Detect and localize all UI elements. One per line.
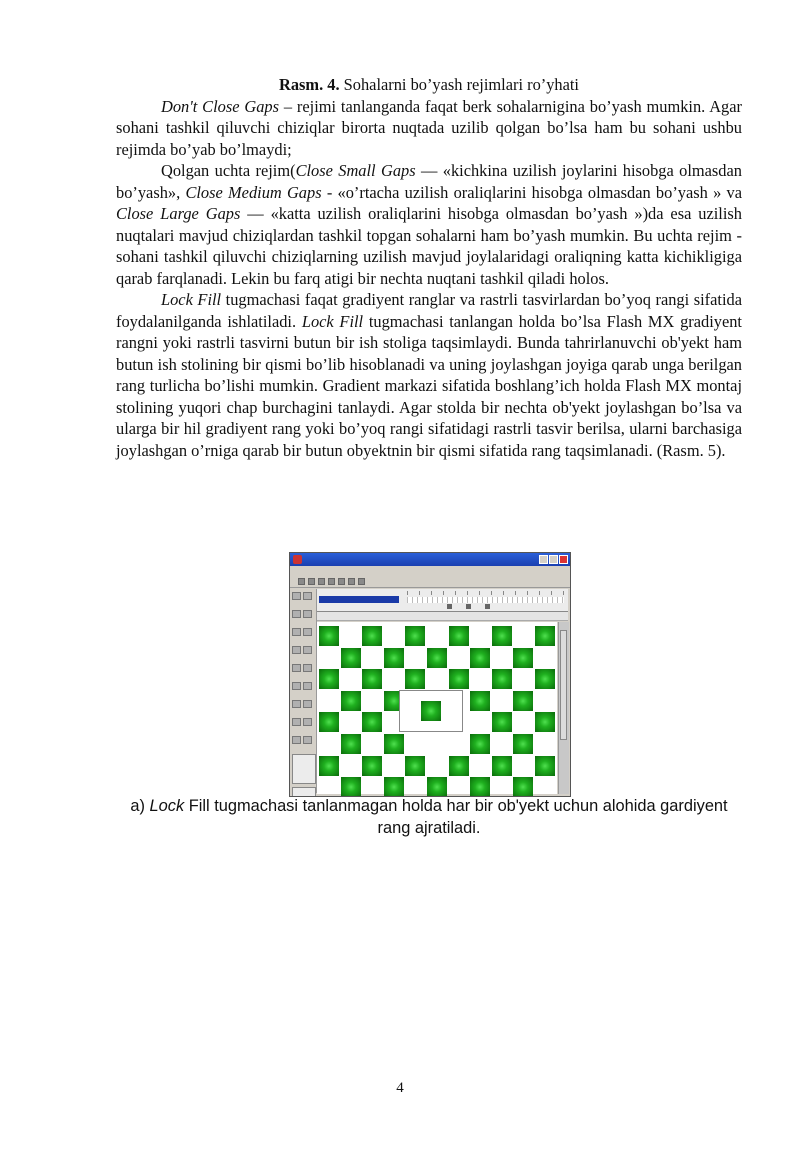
term-lock-fill-2: Lock Fill <box>301 311 364 331</box>
gradient-square <box>513 777 533 797</box>
app-toolbar <box>290 575 570 588</box>
gradient-square <box>341 648 361 668</box>
flash-mx-screenshot-figure <box>289 552 571 797</box>
gradient-square <box>535 712 555 732</box>
gradient-square <box>470 648 490 668</box>
eyedropper-tool-icon <box>292 718 301 726</box>
caption-term-lock: Lock <box>149 797 185 815</box>
toolbar-button-icon <box>308 578 315 585</box>
arrow-tool-icon <box>292 592 301 600</box>
gradient-square <box>449 669 469 689</box>
gradient-square <box>492 712 512 732</box>
gradient-square <box>341 691 361 711</box>
caption-text: Sohalarni bo’yash rejimlari ro’yhati <box>343 75 579 94</box>
layer-row <box>319 596 399 603</box>
figure-caption-heading <box>116 74 742 96</box>
gradient-square <box>492 626 512 646</box>
oval-tool-icon <box>292 646 301 654</box>
fill-transform-tool-icon <box>303 682 312 690</box>
gradient-square <box>319 756 339 776</box>
center-gradient-square <box>421 701 441 721</box>
paragraph-lock-fill: Lock Fill tugmachasi faqat gradiyent ranglar va rastrli tasvirlardan bo’yoq rangi sifatida foydalanilganda ishlatiladi. Lock Fill tugmachasi tanlangan holda bo’lsa Flash MX gradiyent rangni yoki rastrli tasvirni butun bir ish stoliga taqsimlaydi. Bunda tahrirlanuvchi ob'yekt ham butun ish stolining bir qismi bo’lib hisoblanadi va uning joylashgan joyiga qarab unga berilgan rang turlicha bo’lishi mumkin. Gradient markazi sifatida boshlang’ich holda Flash MX montaj stolining yuqori chap burchagini tanlaydi. Agar stolda bir nechta ob'yekt joylashgan bo’lsa va ularga bir hil gradiyent rang yoki bo’yoq rangi sifatidagi rastrli tasvir berilsa, ularni barchasiga joylashgan o’rniga qarab bir butun obyektnin bir qismi sifatida rang taqsimlanadi. (Rasm. 5). <box>116 290 742 460</box>
zoom-tool-icon <box>303 736 312 744</box>
toolbar-button-icon <box>358 578 365 585</box>
paragraph-other-modes: Qolgan uchta rejim(Close Small Gaps — «kichkina uzilish joylarini hisobga olmasdan bo’yash», Close Medium Gaps - «o’rtacha uzilish oraliqlarini hisobga olmasdan bo’yash » va Close Large Gaps — «katta uzilish oraliqlarini hisobga olmasdan bo’yash »)da esa uzilish nuqtalari mavjud chiziqlardan tashkil topgan sohalarni ham bo’yash mumkin. Bu uchta rejim - sohani tashkil qiluvchi chiziqlarning uzilish mavjud joylalaridagi oraliqning katta kichikligiga qarab farqlanadi. Lekin bu farq atigi bir nechta nuqtani tashkil qiladi holos. <box>116 161 742 288</box>
gradient-square <box>470 691 490 711</box>
gradient-square <box>470 777 490 797</box>
rect-tool-icon <box>303 646 312 654</box>
gradient-square <box>341 734 361 754</box>
gradient-square <box>535 756 555 776</box>
gradient-square <box>492 756 512 776</box>
window-controls <box>539 555 568 564</box>
term-lock-fill: Lock Fill <box>161 290 222 309</box>
gradient-square <box>470 734 490 754</box>
selected-center-box <box>399 690 463 732</box>
timeline-panel <box>317 589 568 612</box>
eraser-tool-icon <box>303 718 312 726</box>
gradient-square <box>492 669 512 689</box>
stage <box>317 622 557 794</box>
document-body <box>116 74 742 461</box>
lasso-tool-icon <box>303 610 312 618</box>
flash-logo-icon <box>293 555 302 564</box>
toolbar-button-icon <box>318 578 325 585</box>
pen-tool-icon <box>292 628 301 636</box>
gradient-square-grid <box>319 626 557 790</box>
gradient-square <box>427 777 447 797</box>
gradient-square <box>449 756 469 776</box>
gradient-square <box>405 756 425 776</box>
app-menubar <box>290 566 570 575</box>
gradient-square <box>535 669 555 689</box>
gradient-square <box>513 734 533 754</box>
gradient-square <box>319 669 339 689</box>
term-close-small-gaps: Close Small Gaps <box>295 161 416 180</box>
gradient-square <box>384 734 404 754</box>
gradient-square <box>341 777 361 797</box>
edit-frames-icon <box>485 604 490 609</box>
gradient-square <box>405 626 425 646</box>
figure-caption: a) Lock Fill tugmachasi tanlanmagan holda har bir ob'yekt uchun alohida gardiyent rang ajratiladi. <box>130 797 728 837</box>
gradient-square <box>535 626 555 646</box>
gradient-square <box>362 756 382 776</box>
app-titlebar <box>290 553 570 566</box>
timeline-ruler <box>407 591 564 595</box>
vertical-scrollbar <box>558 622 569 794</box>
gradient-square <box>449 626 469 646</box>
onion-outline-icon <box>466 604 471 609</box>
term-dont-close-gaps: Don't Close Gaps <box>161 96 279 116</box>
tools-panel <box>291 589 317 793</box>
colors-pane <box>292 754 316 784</box>
transform-tool-icon <box>292 682 301 690</box>
gradient-square <box>405 669 425 689</box>
toolbar-button-icon <box>328 578 335 585</box>
gradient-square <box>319 712 339 732</box>
pencil-tool-icon <box>292 664 301 672</box>
line-tool-icon <box>292 610 301 618</box>
scene-bar <box>317 612 568 621</box>
text-tool-icon <box>303 628 312 636</box>
gradient-square <box>427 648 447 668</box>
subselect-tool-icon <box>303 592 312 600</box>
gradient-square <box>384 777 404 797</box>
toolbar-button-icon <box>298 578 305 585</box>
paragraph-dont-close-gaps: Don't Close Gaps – rejimi tanlanganda faqat berk sohalarnigina bo’yash mumkin. Agar sohani tashkil qiluvchi chiziqlar birorta nuqtada uzilib qolgan bo’lsa ham bu sohani ushbu rejimda bo’yab bo’lmaydi; <box>116 96 742 159</box>
timeline-frames <box>407 597 564 603</box>
minimize-icon <box>539 555 548 564</box>
brush-tool-icon <box>303 664 312 672</box>
term-close-medium-gaps: Close Medium Gaps <box>185 182 322 202</box>
gradient-square <box>513 648 533 668</box>
term-close-large-gaps: Close Large Gaps <box>116 204 241 223</box>
gradient-square <box>384 648 404 668</box>
close-icon <box>559 555 568 564</box>
gradient-square <box>362 669 382 689</box>
gradient-square <box>362 712 382 732</box>
onion-skin-icon <box>447 604 452 609</box>
toolbar-button-icon <box>338 578 345 585</box>
caption-label: Rasm. 4. <box>279 75 340 94</box>
maximize-icon <box>549 555 558 564</box>
toolbar-button-icon <box>348 578 355 585</box>
paint-bucket-tool-icon <box>303 700 312 708</box>
gradient-square <box>319 626 339 646</box>
gradient-square <box>362 626 382 646</box>
gradient-square <box>513 691 533 711</box>
hand-tool-icon <box>292 736 301 744</box>
timeline-controls <box>447 604 490 609</box>
page-number: 4 <box>396 1080 404 1096</box>
ink-bottle-tool-icon <box>292 700 301 708</box>
scrollbar-thumb <box>560 630 567 740</box>
